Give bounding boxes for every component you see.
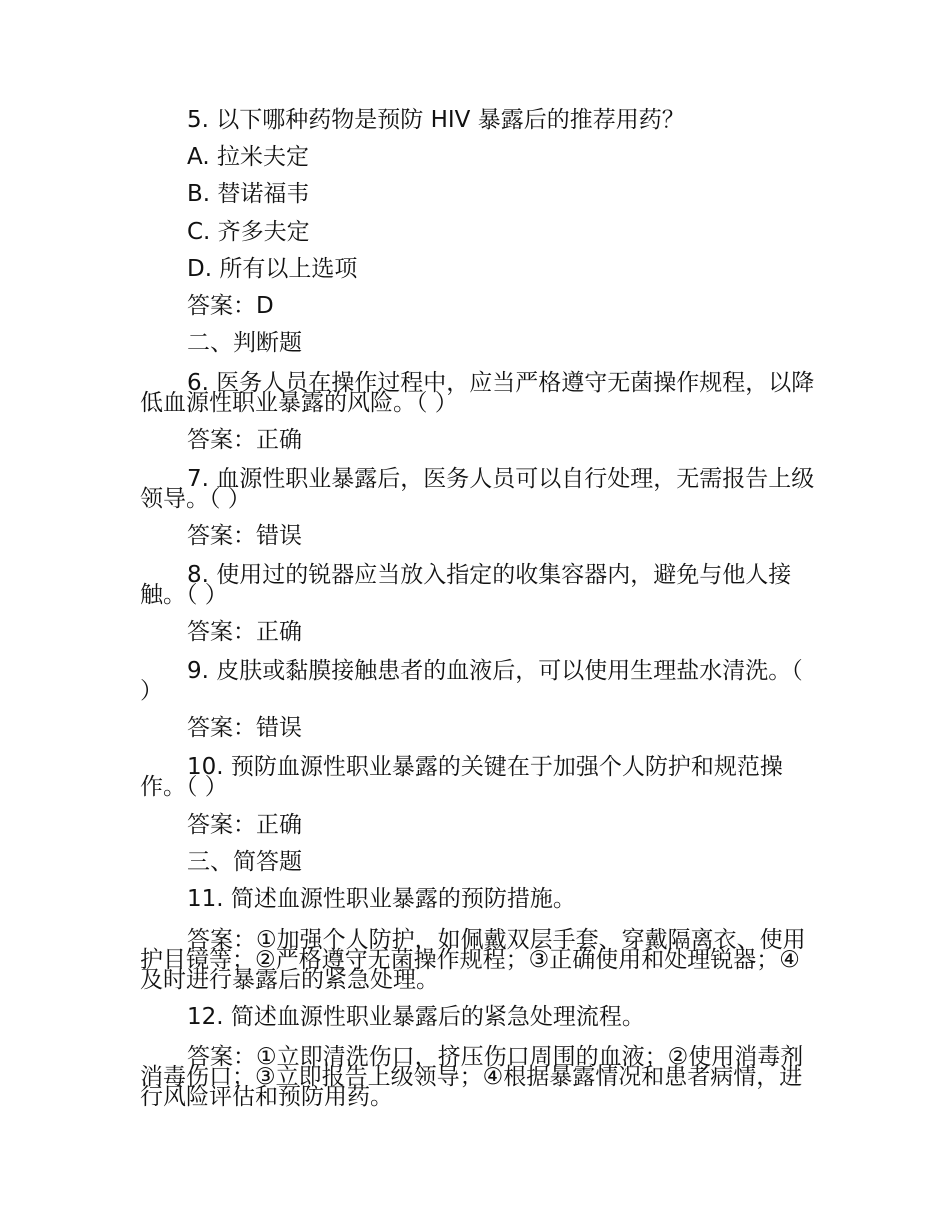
- option-a: A. 拉米夫定: [187, 144, 309, 170]
- question-10: 10. 预防血源性职业暴露的关键在于加强个人防护和规范操作。（ ）: [140, 754, 783, 800]
- answer-11: 答案：①加强个人防护，如佩戴双层手套、穿戴隔离衣、使用护目镜等；②严格遵守无菌操作规程；③正确使用和处理锐器；④及时进行暴露后的紧急处理。: [140, 927, 806, 993]
- answer-5: 答案：D: [187, 293, 274, 319]
- section-title-short-answer: 三、简答题: [187, 849, 302, 875]
- question-5: 5. 以下哪种药物是预防 HIV 暴露后的推荐用药？: [187, 107, 685, 133]
- question-6: 6. 医务人员在操作过程中，应当严格遵守无菌操作规程，以降低血源性职业暴露的风险。（ ）: [140, 370, 815, 416]
- option-c: C. 齐多夫定: [187, 219, 310, 245]
- answer-12: 答案：①立即清洗伤口，挤压伤口周围的血液；②使用消毒剂消毒伤口；③立即报告上级领导；④根据暴露情况和患者病情，进行风险评估和预防用药。: [140, 1044, 804, 1110]
- question-7: 7. 血源性职业暴露后，医务人员可以自行处理，无需报告上级领导。（ ）: [140, 466, 815, 512]
- question-9: 9. 皮肤或黏膜接触患者的血液后，可以使用生理盐水清洗。（ ）: [140, 658, 803, 704]
- option-b: B. 替诺福韦: [187, 181, 310, 207]
- section-title-true-false: 二、判断题: [187, 330, 302, 356]
- answer-10: 答案：正确: [187, 812, 302, 838]
- option-d: D. 所有以上选项: [187, 256, 358, 282]
- question-11: 11. 简述血源性职业暴露的预防措施。: [187, 886, 576, 912]
- answer-7: 答案：错误: [187, 523, 302, 549]
- question-8: 8. 使用过的锐器应当放入指定的收集容器内，避免与他人接触。（ ）: [140, 562, 792, 608]
- question-12: 12. 简述血源性职业暴露后的紧急处理流程。: [187, 1004, 645, 1030]
- answer-9: 答案：错误: [187, 715, 302, 741]
- answer-6: 答案：正确: [187, 427, 302, 453]
- answer-8: 答案：正确: [187, 619, 302, 645]
